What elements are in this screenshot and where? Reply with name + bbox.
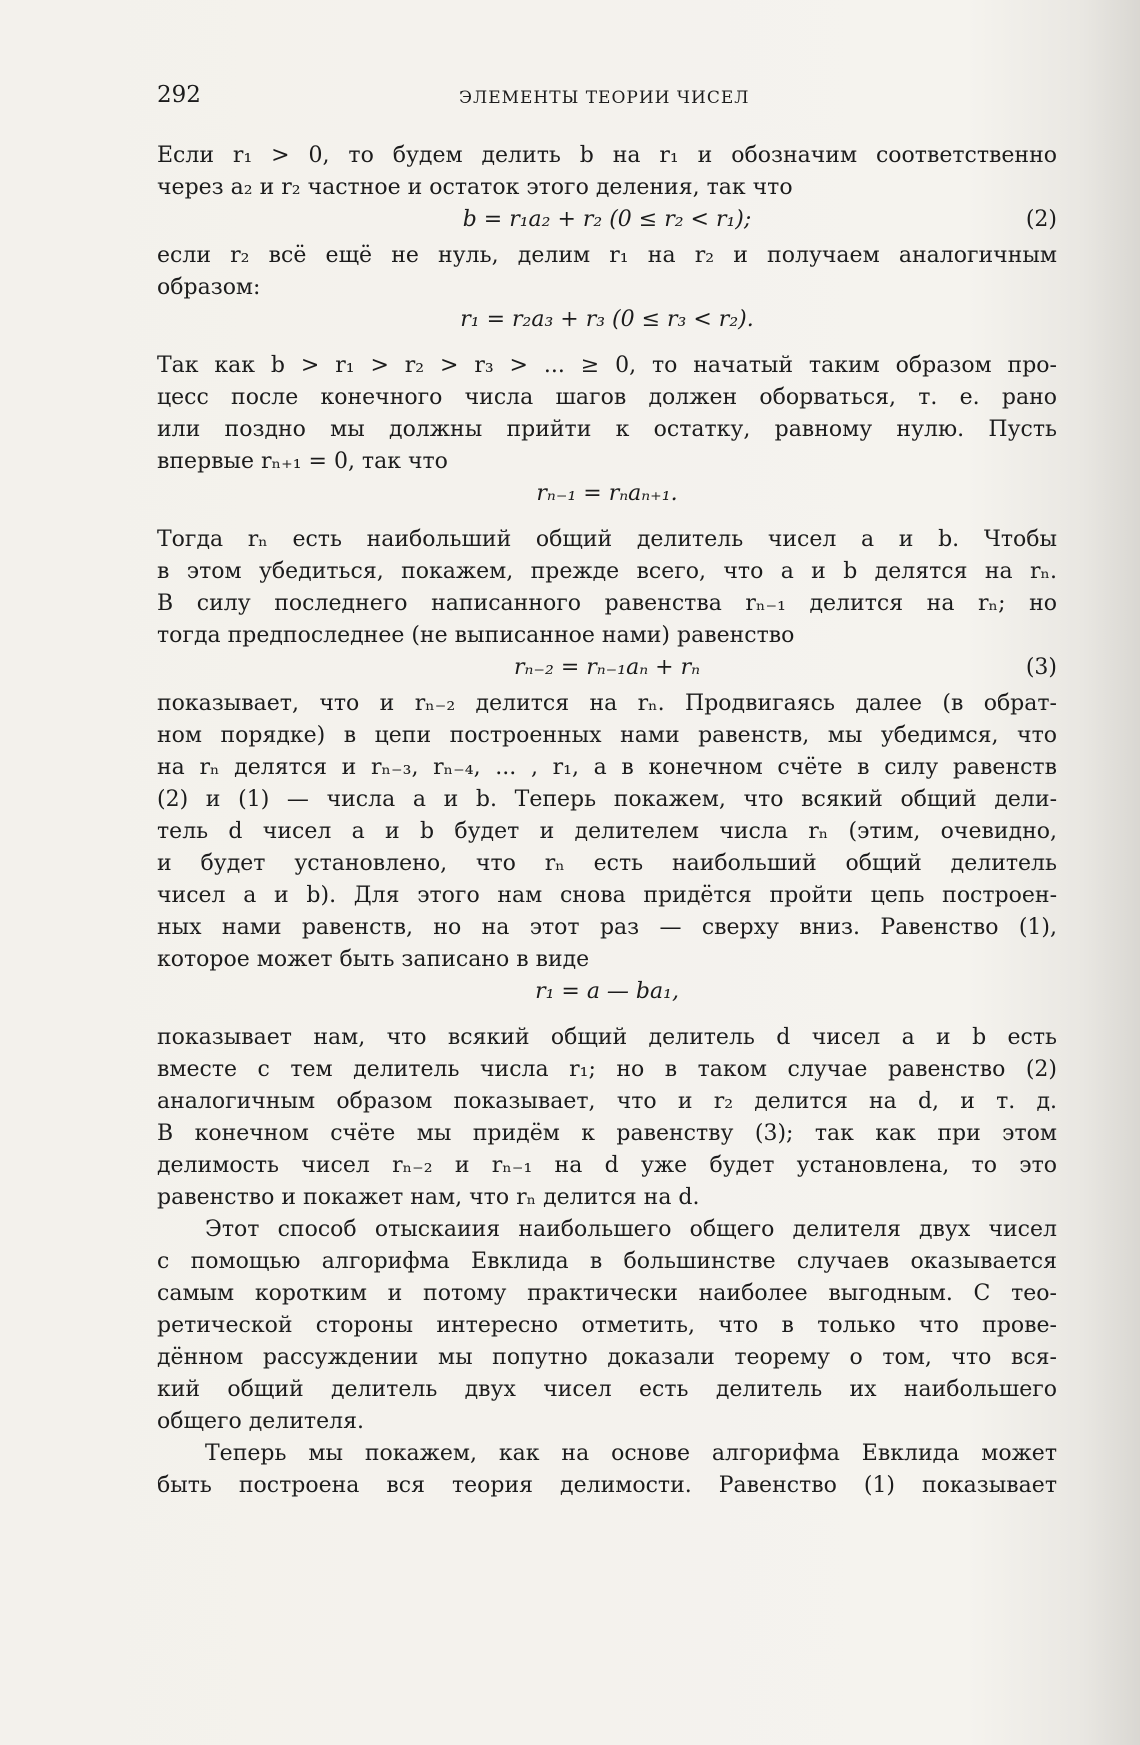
text-line: показывает, что и rₙ₋₂ делится на rₙ. Продвигаясь далее (в обрат- (157, 691, 1057, 716)
equation-body: r₁ = a — ba₁, (535, 979, 679, 1004)
text-line: Тогда rₙ есть наибольший общий делитель чисел a и b. Чтобы (157, 527, 1057, 552)
body-text (157, 140, 1057, 1502)
text-line: Этот способ отыскаиия наибольшего общего делителя двух чисел (205, 1217, 1057, 1242)
text-line: если r₂ всё ещё не нуль, делим r₁ на r₂ и получаем аналогичным (157, 243, 1057, 268)
text-line: В конечном счёте мы придём к равенству (3); так как при этом (157, 1121, 1057, 1146)
text-line: впервые rₙ₊₁ = 0, так что (157, 449, 448, 474)
equation-body: rₙ₋₂ = rₙ₋₁aₙ + rₙ (513, 655, 701, 680)
display-equation (157, 304, 1057, 340)
running-title: ЭЛЕМЕНТЫ ТЕОРИИ ЧИСЕЛ (459, 88, 750, 108)
spacer (157, 340, 1057, 350)
text-line: Так как b > r₁ > r₂ > r₃ > ... ≥ 0, то начатый таким образом про- (157, 353, 1057, 378)
text-line: аналогичным образом показывает, что и r₂ делится на d, и т. д. (157, 1089, 1057, 1114)
text-line: образом: (157, 275, 261, 300)
page-number: 292 (157, 82, 201, 108)
display-equation (157, 478, 1057, 514)
equation-body: b = r₁a₂ + r₂ (0 ≤ r₂ < r₁); (462, 207, 752, 232)
text-line: ных нами равенств, но на этот раз — сверху вниз. Равенство (1), (157, 915, 1057, 940)
spacer (157, 514, 1057, 524)
equation-body: r₁ = r₂a₃ + r₃ (0 ≤ r₃ < r₂). (460, 307, 754, 332)
text-line: или поздно мы должны прийти к остатку, равному нулю. Пусть (157, 417, 1057, 442)
spacer (157, 1012, 1057, 1022)
display-equation (157, 652, 1057, 688)
display-equation (157, 204, 1057, 240)
text-line: на rₙ делятся и rₙ₋₃, rₙ₋₄, ... , r₁, а в конечном счёте в силу равенств (157, 755, 1057, 780)
equation-number: (2) (1025, 207, 1057, 232)
text-line: и будет установлено, что rₙ есть наибольший общий делитель (157, 851, 1057, 876)
text-line: с помощью алгорифма Евклида в большинстве случаев оказывается (157, 1249, 1057, 1274)
page-header (157, 82, 1057, 118)
text-line: Теперь мы покажем, как на основе алгорифма Евклида может (205, 1441, 1057, 1466)
text-line: через a₂ и r₂ частное и остаток этого деления, так что (157, 175, 793, 200)
text-line: которое может быть записано в виде (157, 947, 590, 972)
text-line: кий общий делитель двух чисел есть делитель их наибольшего (157, 1377, 1057, 1402)
text-line: Если r₁ > 0, то будем делить b на r₁ и обозначим соответственно (157, 143, 1057, 168)
text-line: самым коротким и потому практически наиболее выгодным. С тео- (157, 1281, 1057, 1306)
text-line: дённом рассуждении мы попутно доказали теорему о том, что вся- (157, 1345, 1057, 1370)
text-line: вместе с тем делитель числа r₁; но в таком случае равенство (2) (157, 1057, 1057, 1082)
text-line: показывает нам, что всякий общий делитель d чисел a и b есть (157, 1025, 1057, 1050)
text-line: общего делителя. (157, 1409, 364, 1434)
equation-number: (3) (1025, 655, 1057, 680)
text-line: ретической стороны интересно отметить, что в только что прове- (157, 1313, 1057, 1338)
display-equation (157, 976, 1057, 1012)
text-line: быть построена вся теория делимости. Равенство (1) показывает (157, 1473, 1057, 1498)
text-line: делимость чисел rₙ₋₂ и rₙ₋₁ на d уже будет установлена, то это (157, 1153, 1057, 1178)
text-line: чисел a и b). Для этого нам снова придётся пройти цепь построен- (157, 883, 1057, 908)
text-line: тель d чисел a и b будет и делителем числа rₙ (этим, очевидно, (157, 819, 1057, 844)
text-line: ном порядке) в цепи построенных нами равенств, мы убедимся, что (157, 723, 1057, 748)
text-line: тогда предпоследнее (не выписанное нами) равенство (157, 623, 795, 648)
text-line: В силу последнего написанного равенства rₙ₋₁ делится на rₙ; но (157, 591, 1057, 616)
text-line: в этом убедиться, покажем, прежде всего, что a и b делятся на rₙ. (157, 559, 1057, 584)
text-line: равенство и покажет нам, что rₙ делится на d. (157, 1185, 700, 1210)
equation-body: rₙ₋₁ = rₙaₙ₊₁. (536, 481, 678, 506)
text-line: цесс после конечного числа шагов должен оборваться, т. е. рано (157, 385, 1057, 410)
text-line: (2) и (1) — числа a и b. Теперь покажем, что всякий общий дели- (157, 787, 1057, 812)
